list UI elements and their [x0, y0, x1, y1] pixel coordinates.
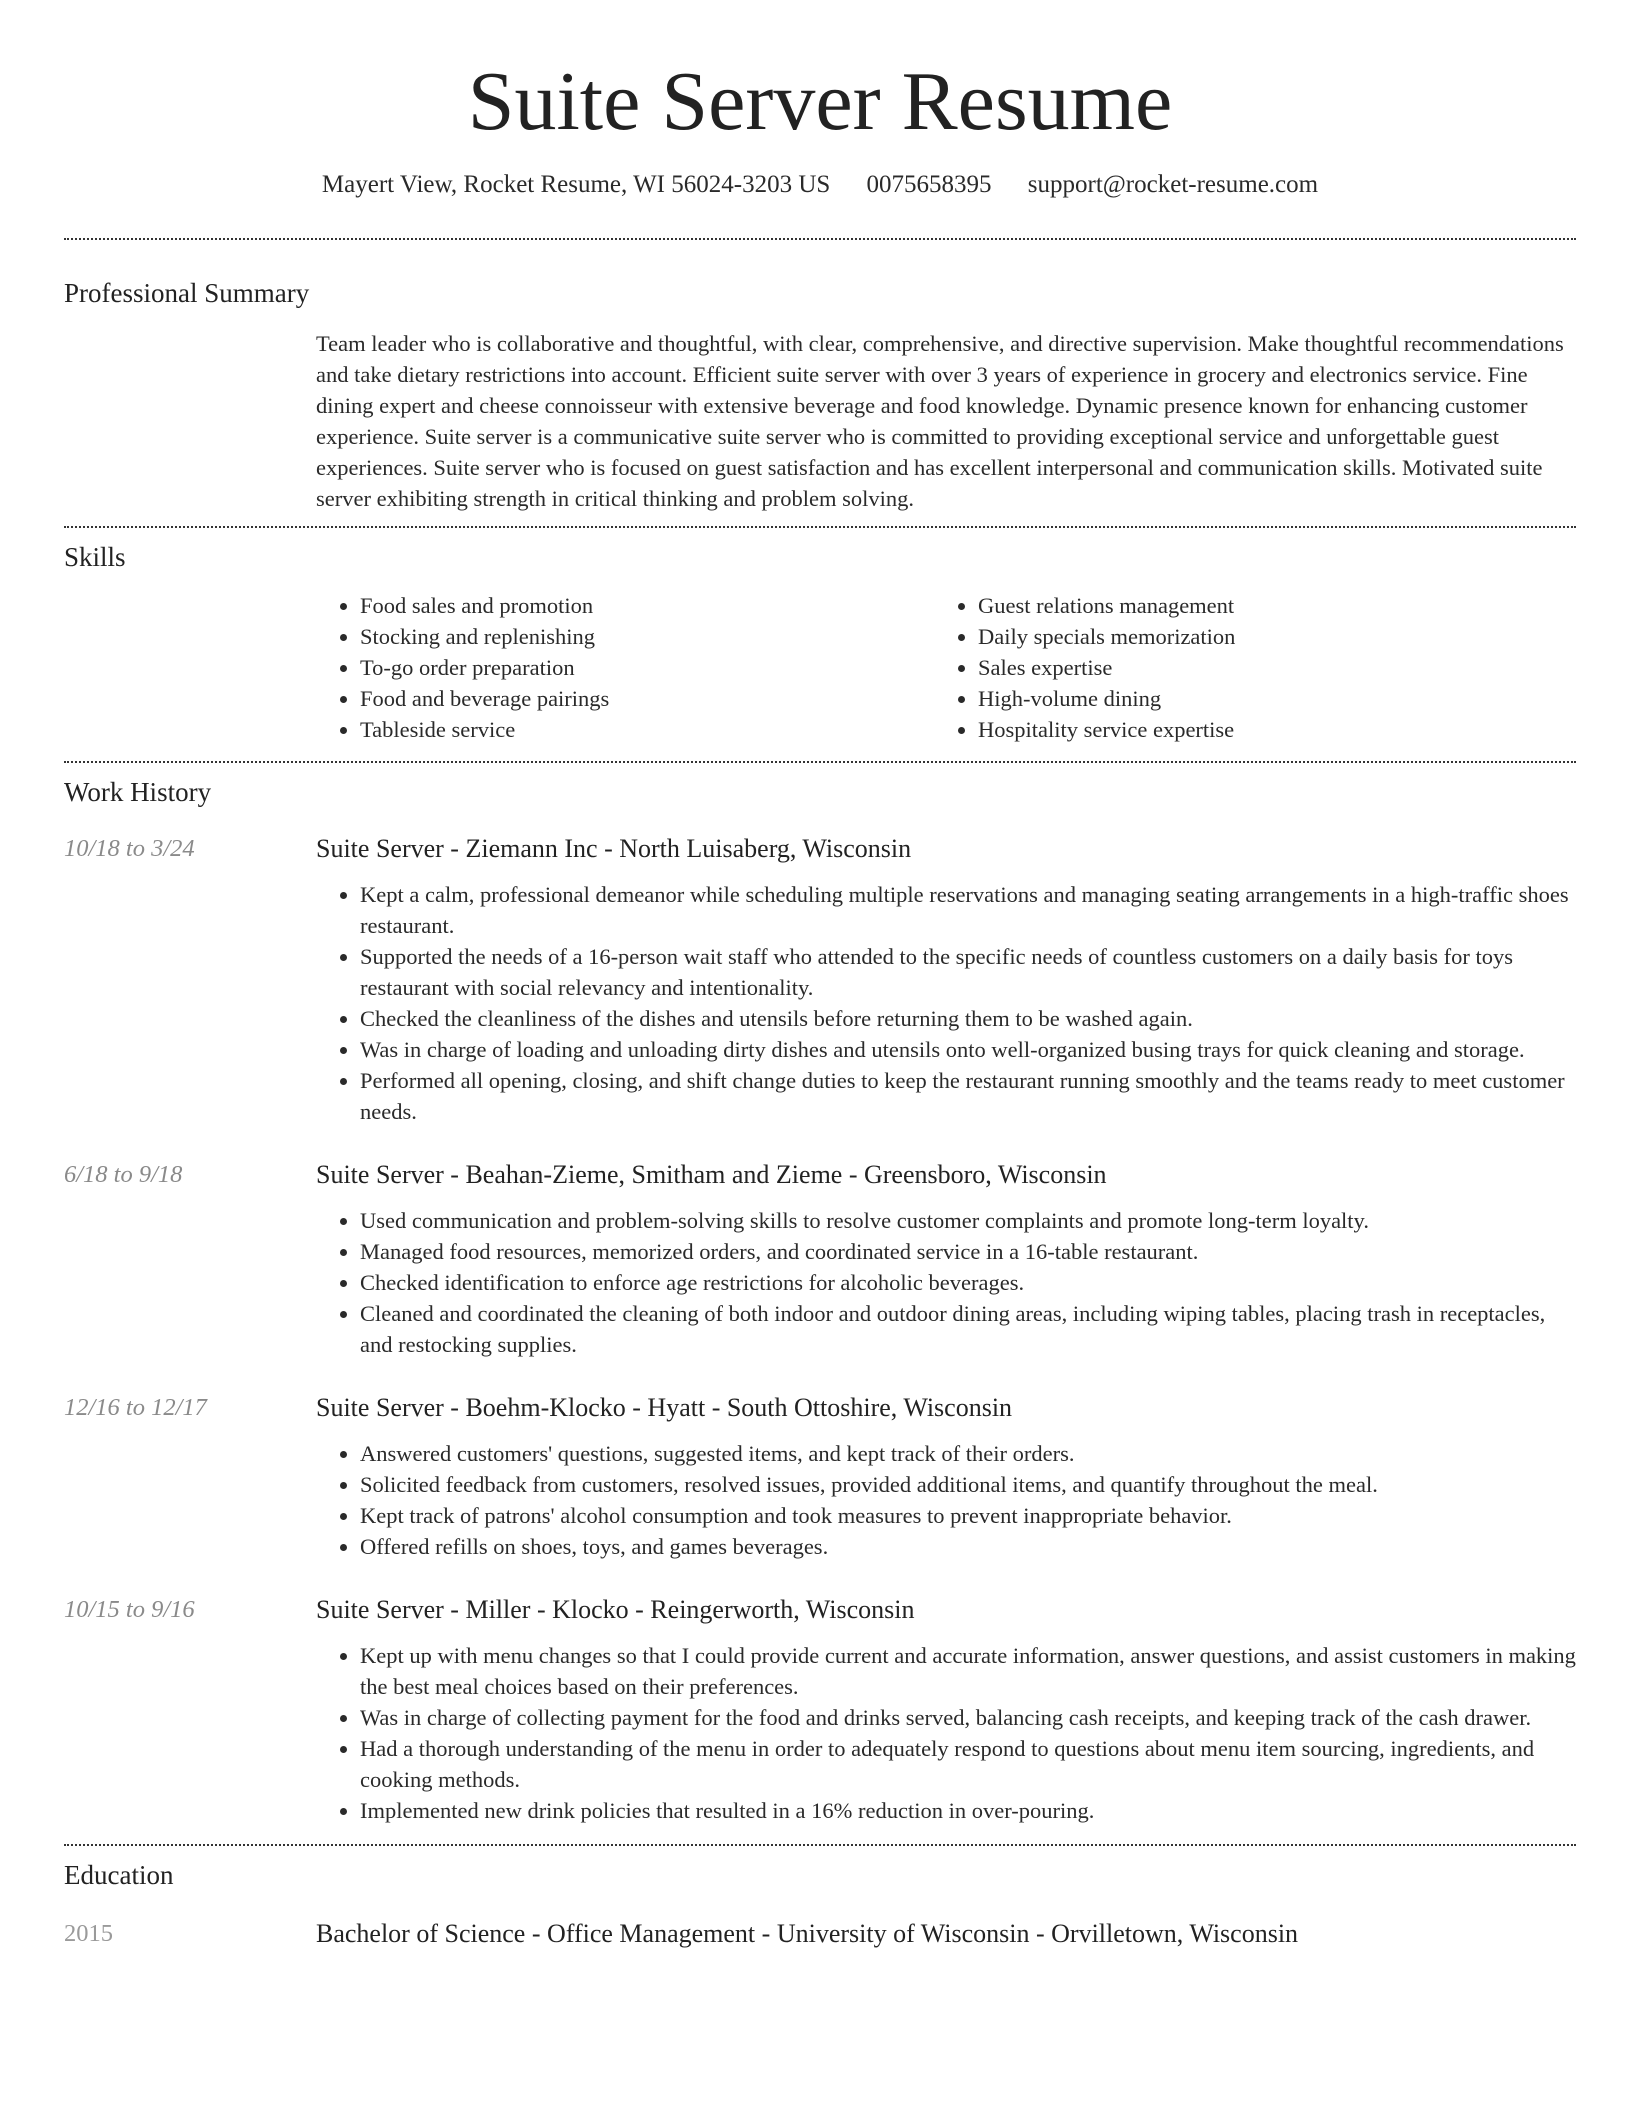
- job-details: [316, 1159, 1576, 1360]
- job-bullet: • Checked the cleanliness of the dishes and utensils before returning them to be washed again.: [360, 1003, 1576, 1034]
- skill-item: • Stocking and replenishing: [360, 621, 934, 652]
- job-bullet: • Kept a calm, professional demeanor while scheduling multiple reservations and managing seating arrangements in a high-traffic shoes restaurant.: [360, 879, 1576, 941]
- skill-item: • Daily specials memorization: [978, 621, 1552, 652]
- job-title: Suite Server - Beahan-Zieme, Smitham and Zieme - Greensboro, Wisconsin: [316, 1160, 1107, 1189]
- job-bullet: • Was in charge of collecting payment for the food and drinks served, balancing cash receipts, and keeping track of the cash drawer.: [360, 1702, 1576, 1733]
- skills-columns: [316, 590, 1576, 761]
- job-bullet: • Managed food resources, memorized orders, and coordinated service in a 16-table restaurant.: [360, 1236, 1576, 1267]
- job-bullet: • Kept track of patrons' alcohol consumption and took measures to prevent inappropriate behavior.: [360, 1500, 1576, 1531]
- section-heading: Education: [64, 1860, 174, 1890]
- section-heading: Skills: [64, 542, 126, 572]
- job-bullet: • Was in charge of loading and unloading dirty dishes and utensils onto well-organized busing trays for quick cleaning and storage.: [360, 1034, 1576, 1065]
- job-bullet: • Used communication and problem-solving skills to resolve customer complaints and promote long-term loyalty.: [360, 1205, 1576, 1236]
- job-dates: 6/18 to 9/18: [64, 1161, 183, 1188]
- education-section: [64, 1846, 1576, 1964]
- address-text: Mayert View, Rocket Resume, WI 56024-3203 US: [321, 171, 831, 198]
- contact-line: [64, 168, 1576, 202]
- skills-list-right: [934, 590, 1552, 745]
- job-entry: [64, 1159, 1576, 1360]
- education-entry: [64, 1918, 1576, 1964]
- skill-item: • Sales expertise: [978, 652, 1552, 683]
- job-entry: [64, 833, 1576, 1127]
- job-title: Suite Server - Ziemann Inc - North Luisaberg, Wisconsin: [316, 834, 912, 863]
- resume-page: [64, 0, 1576, 1964]
- skill-item: • Guest relations management: [978, 590, 1552, 621]
- job-dates: 10/18 to 3/24: [64, 835, 195, 862]
- job-bullet: • Supported the needs of a 16-person wait staff who attended to the specific needs of countless customers on a daily basis for toys restaurant with social relevancy and intentionality.: [360, 941, 1576, 1003]
- skill-item: • Tableside service: [360, 714, 934, 745]
- job-details: [316, 1594, 1576, 1826]
- phone-text: 0075658395: [866, 171, 992, 198]
- job-title: Suite Server - Miller - Klocko - Reingerworth, Wisconsin: [316, 1595, 915, 1624]
- job-bullet: • Cleaned and coordinated the cleaning of both indoor and outdoor dining areas, including wiping tables, placing trash in receptacles, and restocking supplies.: [360, 1298, 1576, 1360]
- job-bullet: • Solicited feedback from customers, resolved issues, provided additional items, and quantify throughout the meal.: [360, 1469, 1576, 1500]
- skills-section: [64, 528, 1576, 761]
- skill-item: • Food and beverage pairings: [360, 683, 934, 714]
- job-details: [316, 833, 1576, 1127]
- section-heading: Professional Summary: [64, 278, 310, 308]
- email-text: support@rocket-resume.com: [1027, 171, 1319, 198]
- job-bullet: • Offered refills on shoes, toys, and games beverages.: [360, 1531, 1576, 1562]
- job-bullet: • Had a thorough understanding of the menu in order to adequately respond to questions about menu item sourcing, ingredients, and cooking methods.: [360, 1733, 1576, 1795]
- section-heading: Work History: [64, 777, 212, 807]
- job-details: [316, 1392, 1576, 1562]
- skills-list-left: [316, 590, 934, 745]
- job-bullet: • Kept up with menu changes so that I could provide current and accurate information, answer questions, and assist customers in making the best meal choices based on their preferences.: [360, 1640, 1576, 1702]
- job-entry: [64, 1594, 1576, 1826]
- job-dates: 12/16 to 12/17: [64, 1394, 207, 1421]
- skill-item: • Food sales and promotion: [360, 590, 934, 621]
- job-dates: 10/15 to 9/16: [64, 1596, 195, 1623]
- work-history-section: [64, 763, 1576, 1826]
- job-bullet: • Checked identification to enforce age restrictions for alcoholic beverages.: [360, 1267, 1576, 1298]
- job-bullet: • Answered customers' questions, suggested items, and kept track of their orders.: [360, 1438, 1576, 1469]
- education-year: 2015: [64, 1920, 113, 1947]
- job-bullets: [316, 1205, 1576, 1360]
- job-bullets: [316, 1438, 1576, 1562]
- job-title: Suite Server - Boehm-Klocko - Hyatt - South Ottoshire, Wisconsin: [316, 1393, 1013, 1422]
- skill-item: • To-go order preparation: [360, 652, 934, 683]
- skill-item: • High-volume dining: [978, 683, 1552, 714]
- resume-title: Suite Server Resume: [467, 55, 1173, 148]
- job-bullet: • Performed all opening, closing, and shift change duties to keep the restaurant running smoothly and the teams ready to meet customer needs.: [360, 1065, 1576, 1127]
- summary-text: Team leader who is collaborative and thoughtful, with clear, comprehensive, and directive supervision. Make thoughtful recommendations and take dietary restrictions into account. Efficient suite server with over 3 years of experience in grocery and electronics service. Fine dining expert and cheese connoisseur with extensive beverage and food knowledge. Dynamic presence known for enhancing customer experience. Suite server is a communicative suite server who is committed to providing exceptional service and unforgettable guest experiences. Suite server who is focused on guest satisfaction and has excellent interpersonal and communication skills. Motivated suite server exhibiting strength in critical thinking and problem solving.: [316, 331, 1564, 511]
- job-bullets: [316, 879, 1576, 1127]
- skill-item: • Hospitality service expertise: [978, 714, 1552, 745]
- education-degree: Bachelor of Science - Office Management - University of Wisconsin - Orvilletown, Wisconsin: [316, 1919, 1299, 1948]
- job-bullet: • Implemented new drink policies that resulted in a 16% reduction in over-pouring.: [360, 1795, 1576, 1826]
- professional-summary-section: [64, 240, 1576, 526]
- job-bullets: [316, 1640, 1576, 1826]
- job-entry: [64, 1392, 1576, 1562]
